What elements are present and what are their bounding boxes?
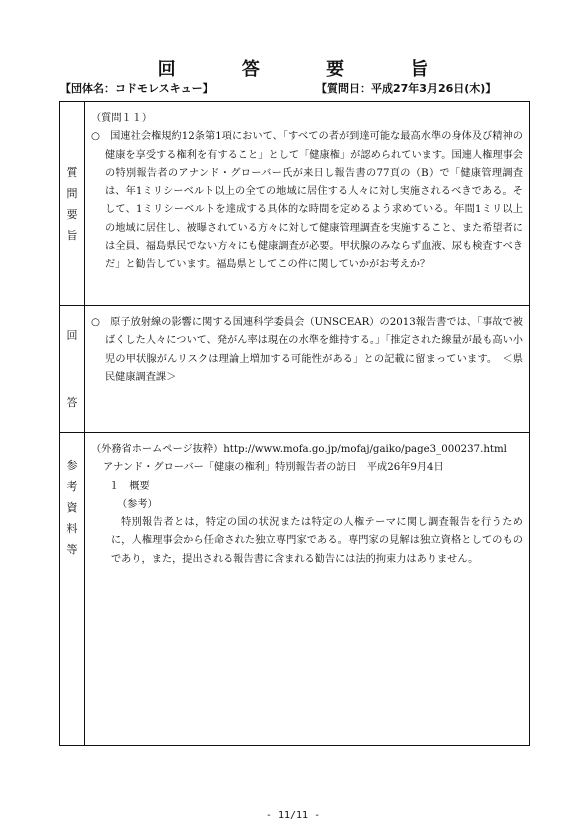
reference-visit: アナンド・グローバー「健康の権利」特別報告者の訪日 平成26年9月4日 bbox=[103, 462, 444, 474]
question-date: 【質問日：平成27年3月26日(木)】 bbox=[316, 82, 497, 95]
reference-body: 特別報告者とは，特定の国の状況または特定の人権テーマに関し調査報告を行うために，人権理事会から任命された独立専門家である。専門家の見解は独立資格としてのものであり，また，提出される報告書に含まれる勧告には法的拘束力はありません。 bbox=[111, 517, 523, 565]
question-label-cell bbox=[60, 102, 85, 306]
reference-item: １ 概要 bbox=[109, 480, 150, 492]
question-label: 質 問 要 旨 bbox=[66, 165, 78, 242]
answer-label: 回 答 bbox=[66, 329, 78, 409]
question-number: （質問１１） bbox=[91, 113, 153, 124]
reference-row bbox=[60, 433, 530, 746]
reference-content-cell bbox=[85, 433, 530, 746]
reference-label: 参 考 資 料 等 bbox=[66, 459, 78, 556]
reference-note: （参考） bbox=[117, 498, 158, 510]
answer-text: ○ 原子放射線の影響に関する国連科学委員会（UNSCEAR）の2013報告書では、「事故で被ばくした人々について、発がん率は現在の水準を維持する。」「推定された線量が最も高い小児の甲状腺がんリスクは理論上増加する可能性がある」との記載に留まっています。 ＜県民健康調査課＞ bbox=[91, 317, 523, 383]
reference-source: （外務省ホームページ抜粋）http://www.mofa.go.jp/mofaj/gaiko/page3_000237.html bbox=[91, 444, 507, 455]
answer-row bbox=[60, 306, 530, 433]
organization-name: 【団体名：コドモレスキュー】 bbox=[60, 82, 214, 95]
answer-label-cell bbox=[60, 306, 85, 433]
summary-table bbox=[59, 101, 530, 746]
reference-label-cell bbox=[60, 433, 85, 746]
answer-content-cell bbox=[85, 306, 530, 433]
page-number: - 11/11 - bbox=[265, 810, 321, 821]
question-content-cell bbox=[85, 102, 530, 306]
question-row bbox=[60, 102, 530, 306]
document-title: 回 答 要 旨 bbox=[157, 59, 459, 80]
question-text: ○ 国連社会権規約12条第1項において、「すべての者が到達可能な最高水準の身体及び精神の健康を享受する権利を有すること」として「健康権」が認められています。国連人権理事会の特別報告者のアナンド・グローバー氏が来日し報告書の77頁の（B）で「健康管理調査は、年1ミリシーベルト以上の全ての地域に居住する人々に対し実施されるべきである。そして、1ミリシーベルトを達成する具体的な時間を定めるよう求めている。年間1ミリ以上の地域に居住し、被曝されている方々に対して健康管理調査を実施すること、また希望者には全員、福島県民でない方々にも健康調査が必要。甲状腺のみならず血液、尿も検査すべきだ」と勧告しています。福島県としてこの件に関していかがお考えか？ bbox=[91, 131, 523, 271]
